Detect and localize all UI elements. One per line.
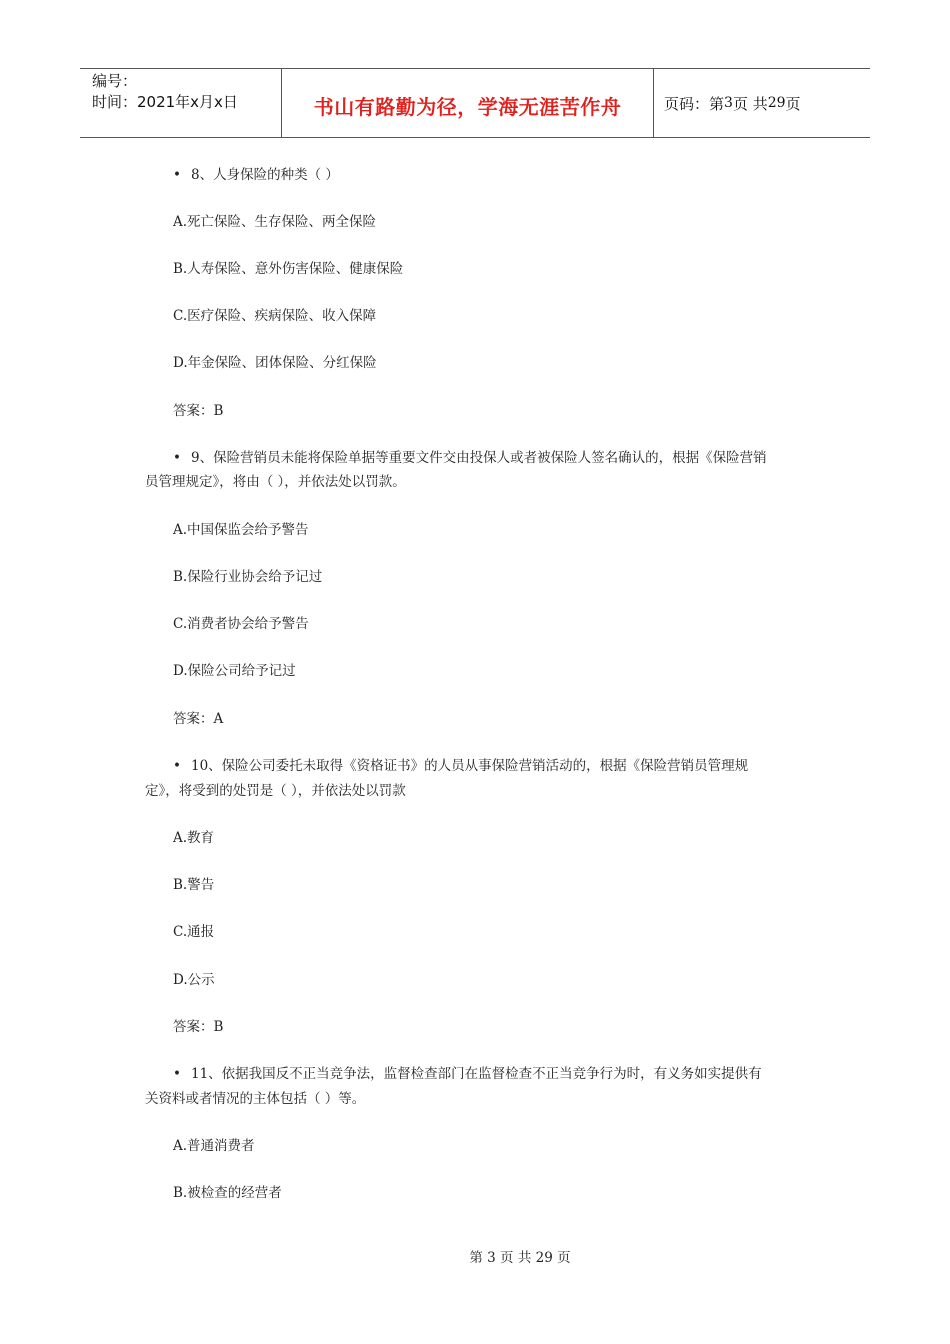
option-d: D.年金保险、团体保险、分红保险	[173, 355, 377, 371]
bullet-icon: •	[173, 1066, 181, 1082]
bullet-icon: •	[173, 450, 181, 466]
question-11: • 11、依据我国反不正当竞争法，监督检查部门在监督检查不正当竞争行为时，有义务如实提供有	[173, 1066, 762, 1082]
option-a: A.普通消费者	[173, 1138, 255, 1154]
number-label: 编号：	[92, 72, 138, 90]
page-footer	[0, 1246, 950, 1266]
question-10-cont: 定》，将受到的处罚是（ ），并依法处以罚款	[145, 783, 406, 799]
option-a: A.教育	[173, 830, 215, 846]
option-b: B.被检查的经营者	[173, 1185, 282, 1201]
header-page-info	[654, 69, 870, 137]
time-label: 时间：2021年x月x日	[92, 93, 238, 111]
question-9-cont: 员管理规定》，将由（ ），并依法处以罚款。	[145, 474, 406, 490]
answer: 答案：A	[173, 711, 224, 727]
footer-page-number: 第 3 页 共 29 页	[469, 1250, 571, 1266]
question-11-cont: 关资料或者情况的主体包括（ ）等。	[145, 1091, 366, 1107]
page-label: 页码：第	[664, 94, 725, 113]
page-end: 页	[785, 94, 801, 113]
page-header	[80, 68, 870, 138]
option-a: A.中国保监会给予警告	[173, 522, 309, 538]
page-current: 3	[724, 95, 733, 111]
question-9: • 9、保险营销员未能将保险单据等重要文件交由投保人或者被保险人签名确认的，根据《保险营销	[173, 450, 767, 466]
option-c: C.通报	[173, 924, 215, 940]
bullet-icon: •	[173, 758, 181, 774]
answer: 答案：B	[173, 403, 224, 419]
option-b: B.警告	[173, 877, 215, 893]
answer: 答案：B	[173, 1019, 224, 1035]
option-b: B.保险行业协会给予记过	[173, 569, 323, 585]
option-a: A.死亡保险、生存保险、两全保险	[173, 214, 377, 230]
option-c: C.消费者协会给予警告	[173, 616, 309, 632]
option-b: B.人寿保险、意外伤害保险、健康保险	[173, 261, 404, 277]
option-d: D.保险公司给予记过	[173, 663, 296, 679]
header-meta	[80, 69, 282, 137]
question-10: • 10、保险公司委托未取得《资格证书》的人员从事保险营销活动的，根据《保险营销员管理规	[173, 758, 749, 774]
option-d: D.公示	[173, 972, 215, 988]
page-total: 29	[767, 95, 786, 111]
option-c: C.医疗保险、疾病保险、收入保障	[173, 308, 377, 324]
header-motto: 书山有路勤为径，学海无涯苦作舟	[282, 69, 654, 137]
question-8: • 8、人身保险的种类（ ）	[173, 167, 339, 183]
page-mid: 页 共	[732, 94, 768, 113]
bullet-icon: •	[173, 167, 181, 183]
